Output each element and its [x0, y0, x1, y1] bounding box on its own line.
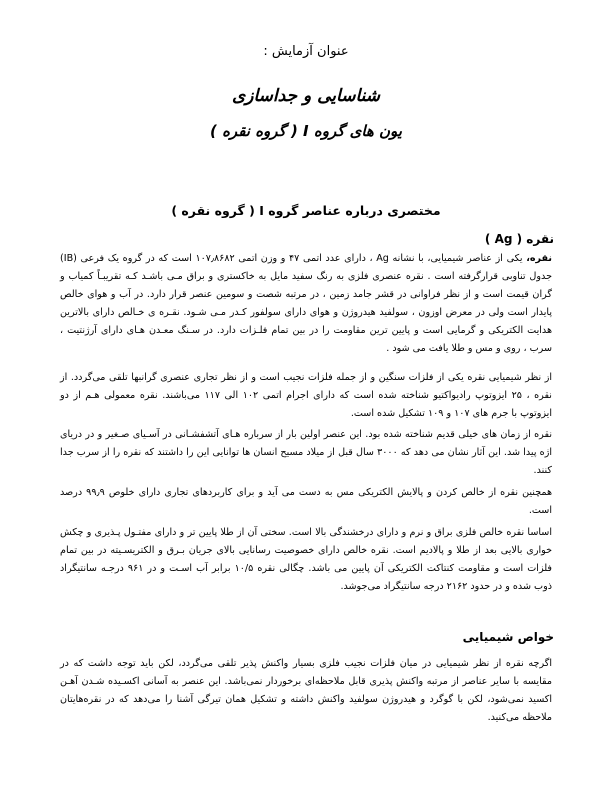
silver-paragraph-1: [60, 250, 552, 358]
silver-paragraph-2: از نظر شیمیایی نقره یکی از فلزات سنگین و از جمله فلزات نجیب است و از نظر تجاری عنصری گرانبها تلقی می‌گردد. از نقره ، ۲۵ ایزوتوپ رادیواکتیو شناخته شده است که دارای اجرام اتمی ۱۰۲ الی ۱۱۷ می‌باشند. نقره معمولی هـم از دو ایزوتوپ با جرم های ۱۰۷ و ۱۰۹ تشکیل شده است.: [60, 372, 552, 419]
page-subtitle: یون های گروه I ( گروه نقره ): [210, 122, 402, 140]
chemical-properties-heading: خواص شیمیایی: [462, 630, 554, 644]
silver-paragraph-1-lead: نقره،: [526, 253, 552, 264]
page-title: شناسایی و جداسازی: [231, 86, 381, 106]
silver-paragraph-3: نقره از زمان های خیلی قدیم شناخته شده بود. این عنصر اولین بار از سرباره هـای آتشفشـانی در آسـیای صـغیر و در دریای اژه پیدا شد. این آثار نشان می دهد که ۳۰۰۰ سال قبل از میلاد مسیح انسان ها توانایی این را داشتند که نقره را از سرب جدا کنند.: [60, 429, 552, 476]
experiment-label: عنوان آزمایش :: [263, 44, 349, 59]
silver-heading: نقره ( Ag ): [484, 232, 554, 246]
section-title: مختصری درباره عناصر گروه I ( گروه نقره ): [171, 203, 441, 218]
silver-paragraph-1-text: یکی از عناصر شیمیایی، با نشانه Ag ، دارای عدد اتمی ۴۷ و وزن اتمی ۱۰۷٫۸۶۸۲ است که در گروه یک فرعی (IB) جدول تناوبی قرارگرفته است . نقره عنصری فلزی به رنگ سفید مایل به خاکستری و براق مـی باشـد کـه تقریبـاً کمیاب و گران قیمت است و از نظر فراوانی در قشر جامد زمین ، در مرتبه شصت و سومین عنصر قرار دارد. در آب و هوای خالص پایدار است ولی در معرض اوزون ، سولفید هیدروژن و هوای دارای سولفور کـدر مـی شـود. نقـره ی خـالص دارای بالاترین هدایت الکتریکی و گرمایی است و پایین ترین مقاومت را در بین تمام فلـزات دارد. در سـنگ معـدن هـای دارای آرژنتیت ، سرب ، روی و مس و طلا یافت می شود .: [60, 253, 552, 354]
chemical-properties-paragraph: اگرچه نقره از نظر شیمیایی در میان فلزات نجیب فلزی بسیار واکنش پذیر تلقی می‌گردد، لکن باید توجه داشت که در مقایسه با سایر عناصر از مرتبه واکنش پذیری قابل ملاحظه‌ای برخوردار نمی‌باشد. این عنصر به آسانی اکسـیده شـدن آهـن اکسید نمی‌شود، لکن با گوگرد و هیدروژن سولفید واکنش داشته و تشکیل همان تیرگی آشنا را می‌دهد که در نقره‌هایتان ملاحظه می‌کنید.: [60, 658, 552, 723]
silver-paragraph-4: همچنین نقره از خالص کردن و پالایش الکتریکی مس به دست می آید و برای کاربردهای تجاری دارای خلوص ۹۹٫۹ درصد است.: [60, 487, 552, 516]
silver-paragraph-5: اساسا نقره خالص فلزی براق و نرم و دارای درخشندگی بالا است. سختی آن از طلا پایین تر و دارای مفتـول پـذیری و چکش خواری بالایی بعد از طلا و پالادیم است. نقره خالص دارای خصوصیت رسانایی بالای جریان بـرق و الکتریسـیته در بین تمام فلزات است و مقاومت کنتاکت الکتریکی آن پایین می باشد. چگالی نقره ۱۰/۵ برابر آب اسـت و در ۹۶۱ درجـه سانتیگراد ذوب شده و در حدود ۲۱۶۲ درجه سانتیگراد می‌جوشد.: [60, 527, 552, 592]
